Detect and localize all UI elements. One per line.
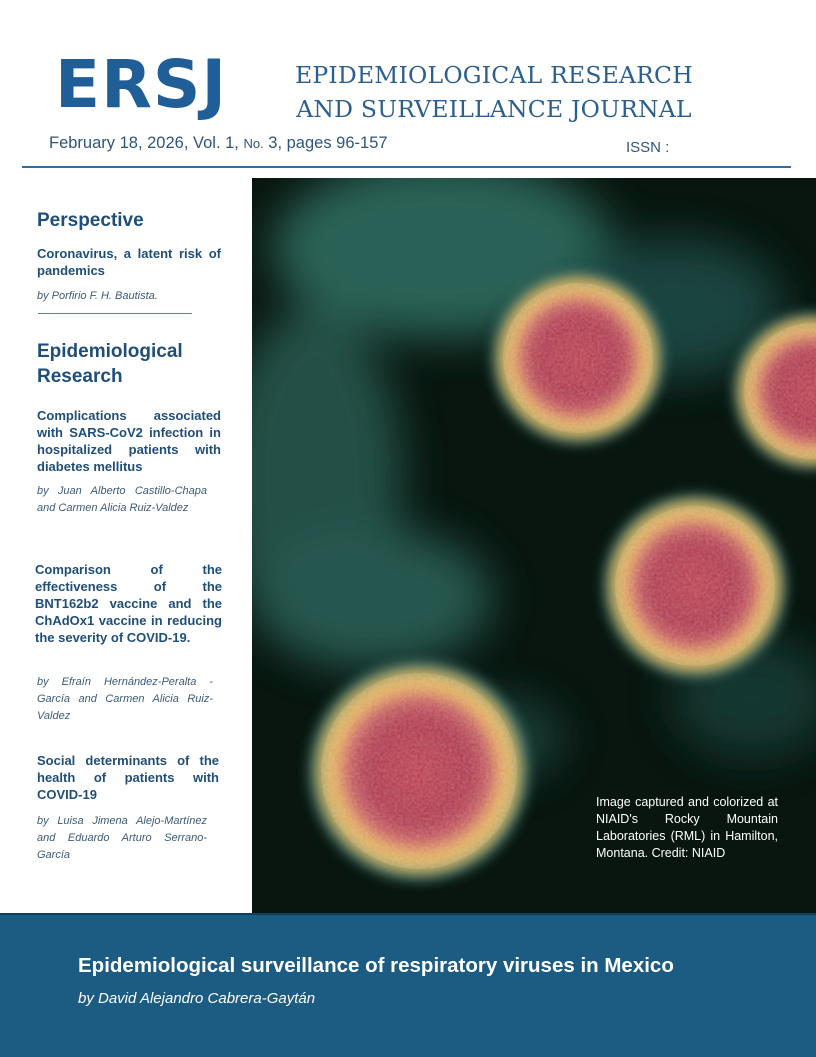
journal-title-line-2: AND SURVEILLANCE JOURNAL — [296, 95, 692, 123]
article-title[interactable]: Social determinants of the health of patients with COVID-19 — [37, 753, 219, 802]
issue-number-label: No. — [243, 136, 264, 151]
section-heading-research: Epidemiological Research — [37, 341, 183, 387]
featured-article-author: by David Alejandro Cabrera-Gaytán — [78, 990, 316, 1007]
issn-label: ISSN : — [626, 139, 670, 156]
issue-info — [49, 134, 388, 153]
journal-title — [272, 58, 716, 126]
article-authors: by Luisa Jimena Alejo-Martínez and Eduardo Arturo Serrano-García — [37, 815, 207, 861]
article-authors: by Efraín Hernández-Peralta - García and Carmen Alicia Ruiz-Valdez — [37, 676, 213, 722]
article-title[interactable]: Coronavirus, a latent risk of pandemics — [37, 246, 221, 278]
article-authors: by Porfirio F. H. Bautista. — [37, 290, 158, 302]
sidebar-contents — [0, 178, 252, 914]
sidebar-divider — [38, 313, 192, 314]
featured-article-banner[interactable] — [0, 913, 816, 1057]
featured-article-title[interactable]: Epidemiological surveillance of respiratory viruses in Mexico — [78, 954, 674, 977]
header-divider — [22, 166, 791, 168]
article-authors: by Juan Alberto Castillo-Chapa and Carmen Alicia Ruiz-Valdez — [37, 485, 207, 514]
image-caption: Image captured and colorized at NIAID's Rocky Mountain Laboratories (RML) in Hamilton, Montana. Credit: NIAID — [596, 795, 778, 860]
issue-pages: 3, pages 96-157 — [263, 134, 388, 152]
article-title[interactable]: Complications associated with SARS-CoV2 infection in hospitalized patients with diabetes mellitus — [37, 408, 221, 474]
issue-date: February 18, 2026, Vol. 1, — [49, 134, 244, 152]
section-heading-perspective: Perspective — [37, 210, 144, 231]
journal-title-line-1: EPIDEMIOLOGICAL RESEARCH — [295, 61, 693, 89]
journal-logo: ERSJ — [55, 46, 227, 123]
article-title[interactable]: Comparison of the effectiveness of the BNT162b2 vaccine and the ChAdOx1 vaccine in reducing the severity of COVID-19. — [35, 562, 222, 645]
